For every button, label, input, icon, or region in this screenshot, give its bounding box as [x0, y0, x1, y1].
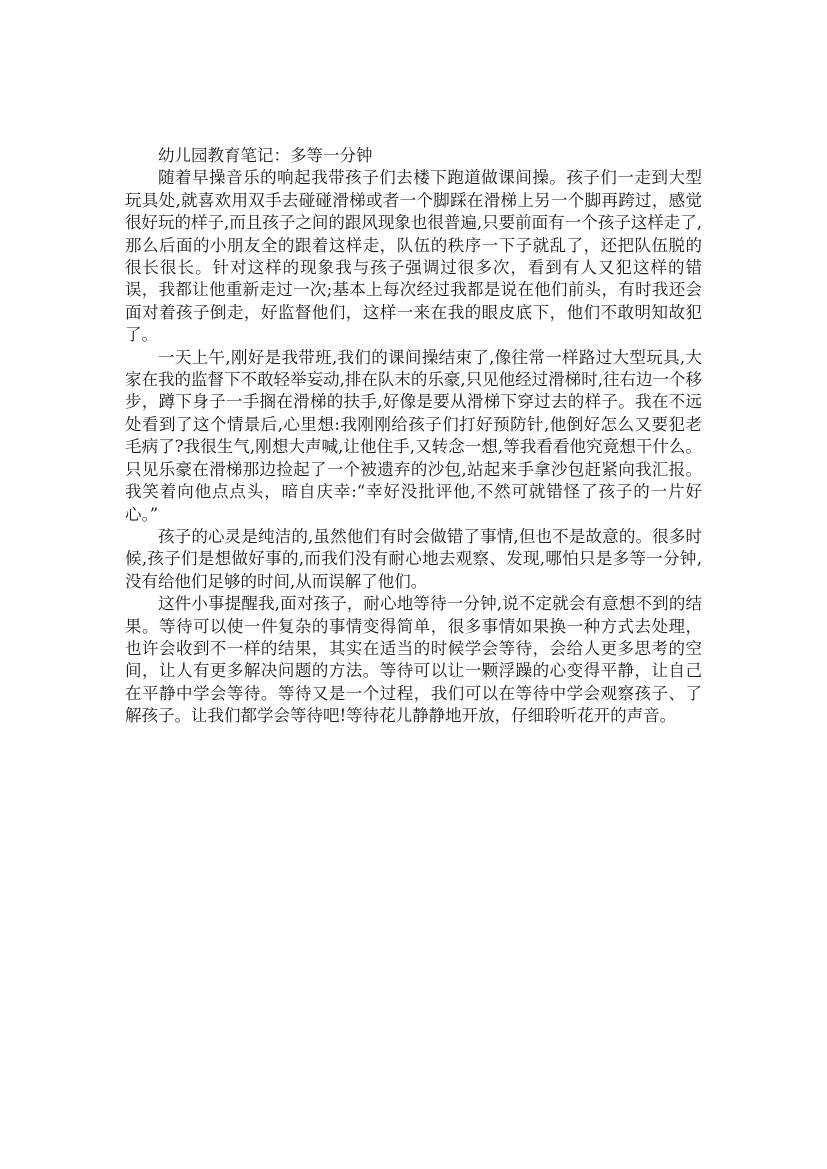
- document-body: [125, 145, 702, 728]
- paragraph-3: 孩子的心灵是纯洁的,虽然他们有时会做错了事情,但也不是故意的。很多时候,孩子们是想做好事的,而我们没有耐心地去观察、发现,哪怕只是多等一分钟,没有给他们足够的时间,从而误解了他们。: [125, 526, 702, 591]
- paragraph-1: 随着早操音乐的响起我带孩子们去楼下跑道做课间操。孩子们一走到大型玩具处,就喜欢用双手去碰碰滑梯或者一个脚踩在滑梯上另一个脚再跨过，感觉很好玩的样子,而且孩子之间的跟风现象也很普遍,只要前面有一个孩子这样走了,那么后面的小朋友全的跟着这样走，队伍的秩序一下子就乱了，还把队伍脱的很长很长。针对这样的现象我与孩子强调过很多次，看到有人又犯这样的错误，我都让他重新走过一次;基本上每次经过我都是说在他们前头，有时我还会面对着孩子倒走，好监督他们，这样一来在我的眼皮底下，他们不敢明知故犯了。: [125, 168, 702, 345]
- paragraph-4: 这件小事提醒我,面对孩子，耐心地等待一分钟,说不定就会有意想不到的结果。等待可以使一件复杂的事情变得简单，很多事情如果换一种方式去处理，也许会收到不一样的结果，其实在适当的时候学会等待，会给人更多思考的空间，让人有更多解决问题的方法。等待可以让一颗浮躁的心变得平静，让自己在平静中学会等待。等待又是一个过程，我们可以在等待中学会观察孩子、了解孩子。让我们都学会等待吧!等待花儿静静地开放，仔细聆听花开的声音。: [125, 594, 702, 726]
- paragraph-2: 一天上午,刚好是我带班,我们的课间操结束了,像往常一样路过大型玩具,大家在我的监督下不敢轻举妄动,排在队末的乐豪,只见他经过滑梯时,往右边一个移步，蹲下身子一手搁在滑梯的扶手,好像是要从滑梯下穿过去的样子。我在不远处看到了这个情景后,心里想:我刚刚给孩子们打好预防针,他倒好怎么又要犯老毛病了?我很生气,刚想大声喊,让他住手,又转念一想,等我看看他究竟想干什么。只见乐豪在滑梯那边捡起了一个被遗弃的沙包,站起来手拿沙包赶紧向我汇报。我笑着向他点点头，暗自庆幸:“幸好没批评他,不然可就错怪了孩子的一片好心。”: [125, 347, 702, 524]
- document-title: 幼儿园教育笔记：多等一分钟: [158, 146, 373, 165]
